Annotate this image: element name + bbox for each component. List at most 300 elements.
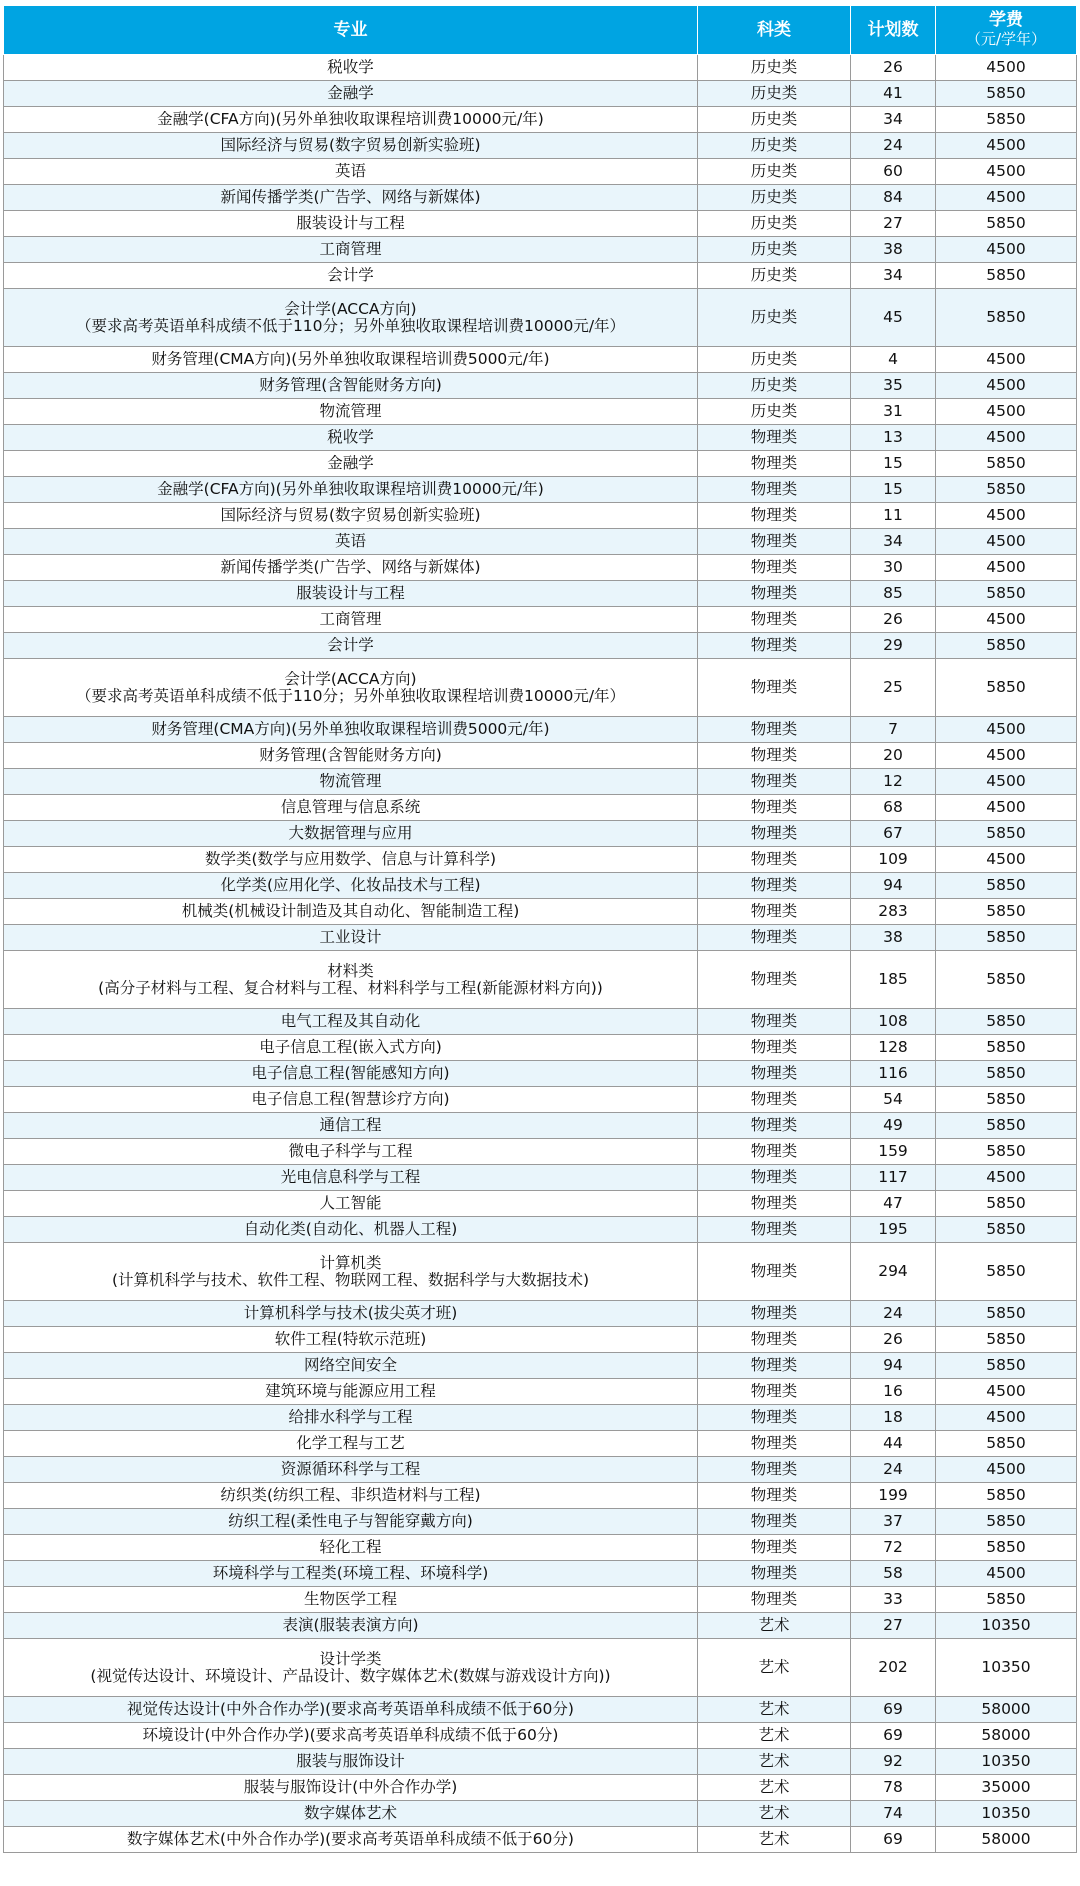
- cell-fee: 5850: [936, 81, 1077, 107]
- cell-major: [4, 581, 698, 607]
- cell-category: 物理类: [698, 581, 851, 607]
- major-name: 网络空间安全: [303, 1356, 397, 1374]
- cell-plan: 24: [851, 1301, 936, 1327]
- cell-fee: 4500: [936, 1561, 1077, 1587]
- major-name: 电子信息工程(嵌入式方向): [259, 1038, 442, 1056]
- cell-plan: 78: [851, 1775, 936, 1801]
- table-row: [4, 263, 1077, 289]
- major-name: 纺织类(纺织工程、非织造材料与工程): [220, 1486, 481, 1504]
- major-name: 财务管理(含智能财务方向): [259, 376, 442, 394]
- cell-category: 物理类: [698, 503, 851, 529]
- cell-plan: 25: [851, 659, 936, 717]
- major-name: 会计学: [327, 636, 374, 654]
- cell-plan: 199: [851, 1483, 936, 1509]
- cell-fee: 4500: [936, 55, 1077, 81]
- major-name: 国际经济与贸易(数字贸易创新实验班): [220, 506, 481, 524]
- major-name: 电子信息工程(智慧诊疗方向): [251, 1090, 450, 1108]
- cell-category: 物理类: [698, 1009, 851, 1035]
- cell-plan: 16: [851, 1379, 936, 1405]
- major-name: 会计学(ACCA方向): [284, 299, 417, 318]
- header-major: 专业: [4, 6, 698, 55]
- cell-major: [4, 425, 698, 451]
- cell-fee: 5850: [936, 659, 1077, 717]
- cell-plan: 294: [851, 1243, 936, 1301]
- cell-fee: 5850: [936, 107, 1077, 133]
- cell-category: 历史类: [698, 107, 851, 133]
- major-name: 电子信息工程(智能感知方向): [251, 1064, 450, 1082]
- table-row: [4, 925, 1077, 951]
- cell-major: [4, 873, 698, 899]
- cell-fee: 5850: [936, 1509, 1077, 1535]
- major-name: 金融学(CFA方向)(另外单独收取课程培训费10000元/年): [157, 480, 544, 498]
- cell-fee: 5850: [936, 951, 1077, 1009]
- cell-category: 历史类: [698, 289, 851, 347]
- cell-category: 物理类: [698, 1509, 851, 1535]
- cell-major: [4, 529, 698, 555]
- cell-fee: 4500: [936, 1379, 1077, 1405]
- cell-fee: 10350: [936, 1639, 1077, 1697]
- table-row: [4, 1827, 1077, 1853]
- cell-category: 物理类: [698, 1113, 851, 1139]
- cell-plan: 94: [851, 1353, 936, 1379]
- table-row: [4, 873, 1077, 899]
- table-row: [4, 503, 1077, 529]
- cell-category: 艺术: [698, 1749, 851, 1775]
- cell-plan: 60: [851, 159, 936, 185]
- cell-plan: 117: [851, 1165, 936, 1191]
- table-row: [4, 373, 1077, 399]
- cell-major: [4, 133, 698, 159]
- table-row: [4, 1561, 1077, 1587]
- major-name: 化学类(应用化学、化妆品技术与工程): [220, 876, 481, 894]
- cell-category: 艺术: [698, 1775, 851, 1801]
- table-row: [4, 399, 1077, 425]
- cell-category: 物理类: [698, 477, 851, 503]
- major-name: 财务管理(含智能财务方向): [259, 746, 442, 764]
- cell-major: [4, 185, 698, 211]
- table-row: [4, 1165, 1077, 1191]
- table-row: [4, 847, 1077, 873]
- cell-plan: 13: [851, 425, 936, 451]
- cell-major: [4, 1639, 698, 1697]
- major-name: 财务管理(CMA方向)(另外单独收取课程培训费5000元/年): [151, 720, 550, 738]
- cell-fee: 4500: [936, 503, 1077, 529]
- cell-category: 历史类: [698, 399, 851, 425]
- cell-plan: 47: [851, 1191, 936, 1217]
- major-name: 环境科学与工程类(环境工程、环境科学): [212, 1564, 489, 1582]
- cell-major: [4, 1165, 698, 1191]
- major-name: 计算机类: [319, 1253, 382, 1272]
- cell-category: 物理类: [698, 1405, 851, 1431]
- cell-fee: 10350: [936, 1749, 1077, 1775]
- cell-major: [4, 107, 698, 133]
- cell-fee: 5850: [936, 1327, 1077, 1353]
- cell-plan: 202: [851, 1639, 936, 1697]
- cell-plan: 4: [851, 347, 936, 373]
- cell-fee: 5850: [936, 925, 1077, 951]
- cell-fee: 5850: [936, 581, 1077, 607]
- cell-category: 物理类: [698, 1191, 851, 1217]
- cell-major: [4, 1749, 698, 1775]
- cell-fee: 5850: [936, 1191, 1077, 1217]
- cell-plan: 33: [851, 1587, 936, 1613]
- cell-major: [4, 1723, 698, 1749]
- cell-major: [4, 743, 698, 769]
- cell-plan: 29: [851, 633, 936, 659]
- table-row: [4, 107, 1077, 133]
- cell-major: [4, 1061, 698, 1087]
- major-name: 视觉传达设计(中外合作办学)(要求高考英语单科成绩不低于60分): [127, 1700, 574, 1718]
- cell-category: 艺术: [698, 1639, 851, 1697]
- cell-fee: 5850: [936, 1061, 1077, 1087]
- major-name: 表演(服装表演方向): [282, 1616, 419, 1634]
- cell-fee: 4500: [936, 607, 1077, 633]
- table-row: [4, 821, 1077, 847]
- cell-fee: 4500: [936, 1457, 1077, 1483]
- major-name: 轻化工程: [319, 1538, 382, 1556]
- table-row: [4, 1405, 1077, 1431]
- cell-plan: 7: [851, 717, 936, 743]
- cell-category: 物理类: [698, 1035, 851, 1061]
- major-name: 金融学: [327, 454, 374, 472]
- header-category: 科类: [698, 6, 851, 55]
- cell-category: 物理类: [698, 795, 851, 821]
- cell-category: 物理类: [698, 1561, 851, 1587]
- cell-category: 物理类: [698, 1587, 851, 1613]
- cell-category: 物理类: [698, 1139, 851, 1165]
- cell-major: [4, 237, 698, 263]
- major-name: 建筑环境与能源应用工程: [265, 1382, 436, 1400]
- major-note: (计算机科学与技术、软件工程、物联网工程、数据科学与大数据技术): [111, 1270, 590, 1289]
- major-name: 财务管理(CMA方向)(另外单独收取课程培训费5000元/年): [151, 350, 550, 368]
- cell-plan: 45: [851, 289, 936, 347]
- cell-fee: 4500: [936, 347, 1077, 373]
- table-row: [4, 1749, 1077, 1775]
- cell-major: [4, 1561, 698, 1587]
- major-name: 设计学类: [319, 1649, 382, 1668]
- cell-category: 物理类: [698, 1535, 851, 1561]
- cell-plan: 26: [851, 607, 936, 633]
- cell-plan: 11: [851, 503, 936, 529]
- table-row: [4, 289, 1077, 347]
- cell-fee: 5850: [936, 1431, 1077, 1457]
- table-row: [4, 1087, 1077, 1113]
- cell-fee: 5850: [936, 1139, 1077, 1165]
- table-row: [4, 581, 1077, 607]
- major-name: 电气工程及其自动化: [280, 1012, 421, 1030]
- cell-fee: 5850: [936, 1535, 1077, 1561]
- cell-major: [4, 1483, 698, 1509]
- cell-plan: 18: [851, 1405, 936, 1431]
- cell-plan: 30: [851, 555, 936, 581]
- major-name: 英语: [334, 532, 366, 550]
- table-row: [4, 211, 1077, 237]
- major-name: 物流管理: [319, 402, 382, 420]
- cell-category: 物理类: [698, 1353, 851, 1379]
- table-row: [4, 477, 1077, 503]
- cell-plan: 116: [851, 1061, 936, 1087]
- cell-major: [4, 347, 698, 373]
- cell-category: 历史类: [698, 81, 851, 107]
- cell-plan: 15: [851, 477, 936, 503]
- major-note: （要求高考英语单科成绩不低于110分；另外单独收取课程培训费10000元/年）: [75, 686, 626, 705]
- cell-fee: 4500: [936, 529, 1077, 555]
- cell-plan: 12: [851, 769, 936, 795]
- cell-plan: 69: [851, 1723, 936, 1749]
- cell-plan: 68: [851, 795, 936, 821]
- cell-category: 物理类: [698, 1243, 851, 1301]
- major-name: 英语: [334, 162, 366, 180]
- cell-fee: 4500: [936, 425, 1077, 451]
- table-row: [4, 1061, 1077, 1087]
- cell-major: [4, 795, 698, 821]
- cell-category: 艺术: [698, 1723, 851, 1749]
- cell-major: [4, 1613, 698, 1639]
- cell-fee: 5850: [936, 477, 1077, 503]
- cell-category: 物理类: [698, 1301, 851, 1327]
- cell-category: 物理类: [698, 659, 851, 717]
- cell-plan: 159: [851, 1139, 936, 1165]
- cell-plan: 37: [851, 1509, 936, 1535]
- cell-plan: 24: [851, 133, 936, 159]
- cell-category: 历史类: [698, 263, 851, 289]
- cell-category: 物理类: [698, 555, 851, 581]
- cell-fee: 4500: [936, 133, 1077, 159]
- major-name: 光电信息科学与工程: [280, 1168, 421, 1186]
- cell-category: 物理类: [698, 743, 851, 769]
- cell-major: [4, 1353, 698, 1379]
- cell-fee: 4500: [936, 373, 1077, 399]
- cell-fee: 35000: [936, 1775, 1077, 1801]
- major-note: （要求高考英语单科成绩不低于110分；另外单独收取课程培训费10000元/年）: [75, 316, 626, 335]
- cell-plan: 34: [851, 263, 936, 289]
- major-name: 会计学(ACCA方向): [284, 669, 417, 688]
- major-name: 金融学: [327, 84, 374, 102]
- cell-plan: 109: [851, 847, 936, 873]
- major-note: (高分子材料与工程、复合材料与工程、材料科学与工程(新能源材料方向)): [98, 978, 603, 997]
- cell-fee: 5850: [936, 1301, 1077, 1327]
- table-row: [4, 717, 1077, 743]
- table-row: [4, 529, 1077, 555]
- cell-plan: 34: [851, 529, 936, 555]
- cell-plan: 20: [851, 743, 936, 769]
- major-name: 机械类(机械设计制造及其自动化、智能制造工程): [181, 902, 520, 920]
- table-row: [4, 1801, 1077, 1827]
- cell-major: [4, 1431, 698, 1457]
- table-row: [4, 1723, 1077, 1749]
- cell-category: 历史类: [698, 211, 851, 237]
- cell-major: [4, 717, 698, 743]
- major-name: 大数据管理与应用: [288, 824, 413, 842]
- cell-fee: 5850: [936, 899, 1077, 925]
- major-name: 人工智能: [319, 1194, 382, 1212]
- table-row: [4, 743, 1077, 769]
- cell-category: 物理类: [698, 425, 851, 451]
- table-row: [4, 1035, 1077, 1061]
- cell-category: 物理类: [698, 717, 851, 743]
- cell-major: [4, 659, 698, 717]
- cell-fee: 5850: [936, 1113, 1077, 1139]
- table-body: [4, 55, 1077, 1853]
- cell-category: 物理类: [698, 821, 851, 847]
- cell-fee: 10350: [936, 1613, 1077, 1639]
- table-row: [4, 133, 1077, 159]
- cell-fee: 4500: [936, 717, 1077, 743]
- cell-major: [4, 899, 698, 925]
- table-row: [4, 1639, 1077, 1697]
- major-name: 服装设计与工程: [296, 214, 405, 232]
- cell-fee: 4500: [936, 555, 1077, 581]
- cell-category: 物理类: [698, 1061, 851, 1087]
- major-name: 服装与服饰设计: [296, 1752, 405, 1770]
- major-name: 化学工程与工艺: [296, 1434, 405, 1452]
- table-row: [4, 1613, 1077, 1639]
- cell-major: [4, 81, 698, 107]
- cell-major: [4, 159, 698, 185]
- major-name: 通信工程: [319, 1116, 382, 1134]
- table-row: [4, 1009, 1077, 1035]
- table-row: [4, 1217, 1077, 1243]
- cell-plan: 84: [851, 185, 936, 211]
- enrollment-plan-table-container: [3, 5, 1076, 1853]
- cell-fee: 4500: [936, 185, 1077, 211]
- cell-fee: 10350: [936, 1801, 1077, 1827]
- cell-plan: 24: [851, 1457, 936, 1483]
- cell-category: 物理类: [698, 1379, 851, 1405]
- table-row: [4, 633, 1077, 659]
- cell-fee: 58000: [936, 1723, 1077, 1749]
- cell-plan: 34: [851, 107, 936, 133]
- cell-category: 历史类: [698, 133, 851, 159]
- table-row: [4, 185, 1077, 211]
- cell-category: 历史类: [698, 185, 851, 211]
- cell-fee: 5850: [936, 1483, 1077, 1509]
- major-name: 金融学(CFA方向)(另外单独收取课程培训费10000元/年): [157, 110, 544, 128]
- cell-major: [4, 821, 698, 847]
- cell-major: [4, 1217, 698, 1243]
- cell-fee: 5850: [936, 1217, 1077, 1243]
- major-name: 国际经济与贸易(数字贸易创新实验班): [220, 136, 481, 154]
- table-row: [4, 1509, 1077, 1535]
- table-row: [4, 899, 1077, 925]
- cell-plan: 67: [851, 821, 936, 847]
- cell-fee: 4500: [936, 1405, 1077, 1431]
- cell-plan: 26: [851, 55, 936, 81]
- cell-fee: 5850: [936, 211, 1077, 237]
- cell-major: [4, 503, 698, 529]
- cell-category: 物理类: [698, 1087, 851, 1113]
- cell-plan: 92: [851, 1749, 936, 1775]
- cell-fee: 58000: [936, 1697, 1077, 1723]
- cell-plan: 94: [851, 873, 936, 899]
- cell-category: 历史类: [698, 347, 851, 373]
- major-name: 工商管理: [319, 240, 382, 258]
- cell-category: 物理类: [698, 1483, 851, 1509]
- table-row: [4, 81, 1077, 107]
- cell-plan: 38: [851, 237, 936, 263]
- enrollment-plan-table: [3, 5, 1077, 1853]
- table-row: [4, 1535, 1077, 1561]
- cell-plan: 74: [851, 1801, 936, 1827]
- table-row: [4, 1113, 1077, 1139]
- major-name: 软件工程(特软示范班): [274, 1330, 427, 1348]
- cell-category: 物理类: [698, 951, 851, 1009]
- cell-major: [4, 555, 698, 581]
- major-name: 给排水科学与工程: [288, 1408, 413, 1426]
- cell-category: 物理类: [698, 451, 851, 477]
- major-name: 新闻传播学类(广告学、网络与新媒体): [220, 558, 481, 576]
- cell-fee: 5850: [936, 1243, 1077, 1301]
- major-name: 纺织工程(柔性电子与智能穿戴方向): [228, 1512, 473, 1530]
- cell-category: 艺术: [698, 1801, 851, 1827]
- cell-category: 物理类: [698, 1431, 851, 1457]
- major-name: 工业设计: [319, 928, 382, 946]
- table-row: [4, 1457, 1077, 1483]
- cell-major: [4, 399, 698, 425]
- cell-major: [4, 289, 698, 347]
- major-name: 数学类(数学与应用数学、信息与计算科学): [204, 850, 497, 868]
- table-row: [4, 1379, 1077, 1405]
- cell-category: 物理类: [698, 529, 851, 555]
- cell-fee: 5850: [936, 873, 1077, 899]
- cell-plan: 49: [851, 1113, 936, 1139]
- cell-fee: 4500: [936, 1165, 1077, 1191]
- cell-fee: 4500: [936, 795, 1077, 821]
- cell-major: [4, 1827, 698, 1853]
- table-row: [4, 1697, 1077, 1723]
- cell-plan: 54: [851, 1087, 936, 1113]
- cell-plan: 44: [851, 1431, 936, 1457]
- cell-fee: 5850: [936, 1353, 1077, 1379]
- cell-major: [4, 1457, 698, 1483]
- cell-major: [4, 1139, 698, 1165]
- major-name: 微电子科学与工程: [288, 1142, 413, 1160]
- cell-category: 物理类: [698, 769, 851, 795]
- cell-major: [4, 925, 698, 951]
- table-row: [4, 1587, 1077, 1613]
- major-name: 数字媒体艺术(中外合作办学)(要求高考英语单科成绩不低于60分): [127, 1830, 574, 1848]
- table-row: [4, 55, 1077, 81]
- cell-major: [4, 633, 698, 659]
- cell-major: [4, 1379, 698, 1405]
- cell-category: 物理类: [698, 1457, 851, 1483]
- cell-fee: 4500: [936, 847, 1077, 873]
- cell-major: [4, 951, 698, 1009]
- major-name: 服装设计与工程: [296, 584, 405, 602]
- cell-major: [4, 1191, 698, 1217]
- cell-major: [4, 1301, 698, 1327]
- cell-plan: 195: [851, 1217, 936, 1243]
- cell-category: 物理类: [698, 633, 851, 659]
- cell-category: 物理类: [698, 847, 851, 873]
- major-name: 物流管理: [319, 772, 382, 790]
- cell-fee: 5850: [936, 1035, 1077, 1061]
- cell-major: [4, 263, 698, 289]
- major-name: 数字媒体艺术: [303, 1804, 397, 1822]
- cell-major: [4, 55, 698, 81]
- major-name: 环境设计(中外合作办学)(要求高考英语单科成绩不低于60分): [142, 1726, 559, 1744]
- cell-category: 物理类: [698, 1327, 851, 1353]
- cell-category: 历史类: [698, 159, 851, 185]
- major-name: 资源循环科学与工程: [280, 1460, 421, 1478]
- cell-major: [4, 1535, 698, 1561]
- table-row: [4, 1483, 1077, 1509]
- cell-major: [4, 1587, 698, 1613]
- major-name: 新闻传播学类(广告学、网络与新媒体): [220, 188, 481, 206]
- cell-plan: 69: [851, 1697, 936, 1723]
- cell-plan: 58: [851, 1561, 936, 1587]
- major-name: 材料类: [327, 961, 374, 980]
